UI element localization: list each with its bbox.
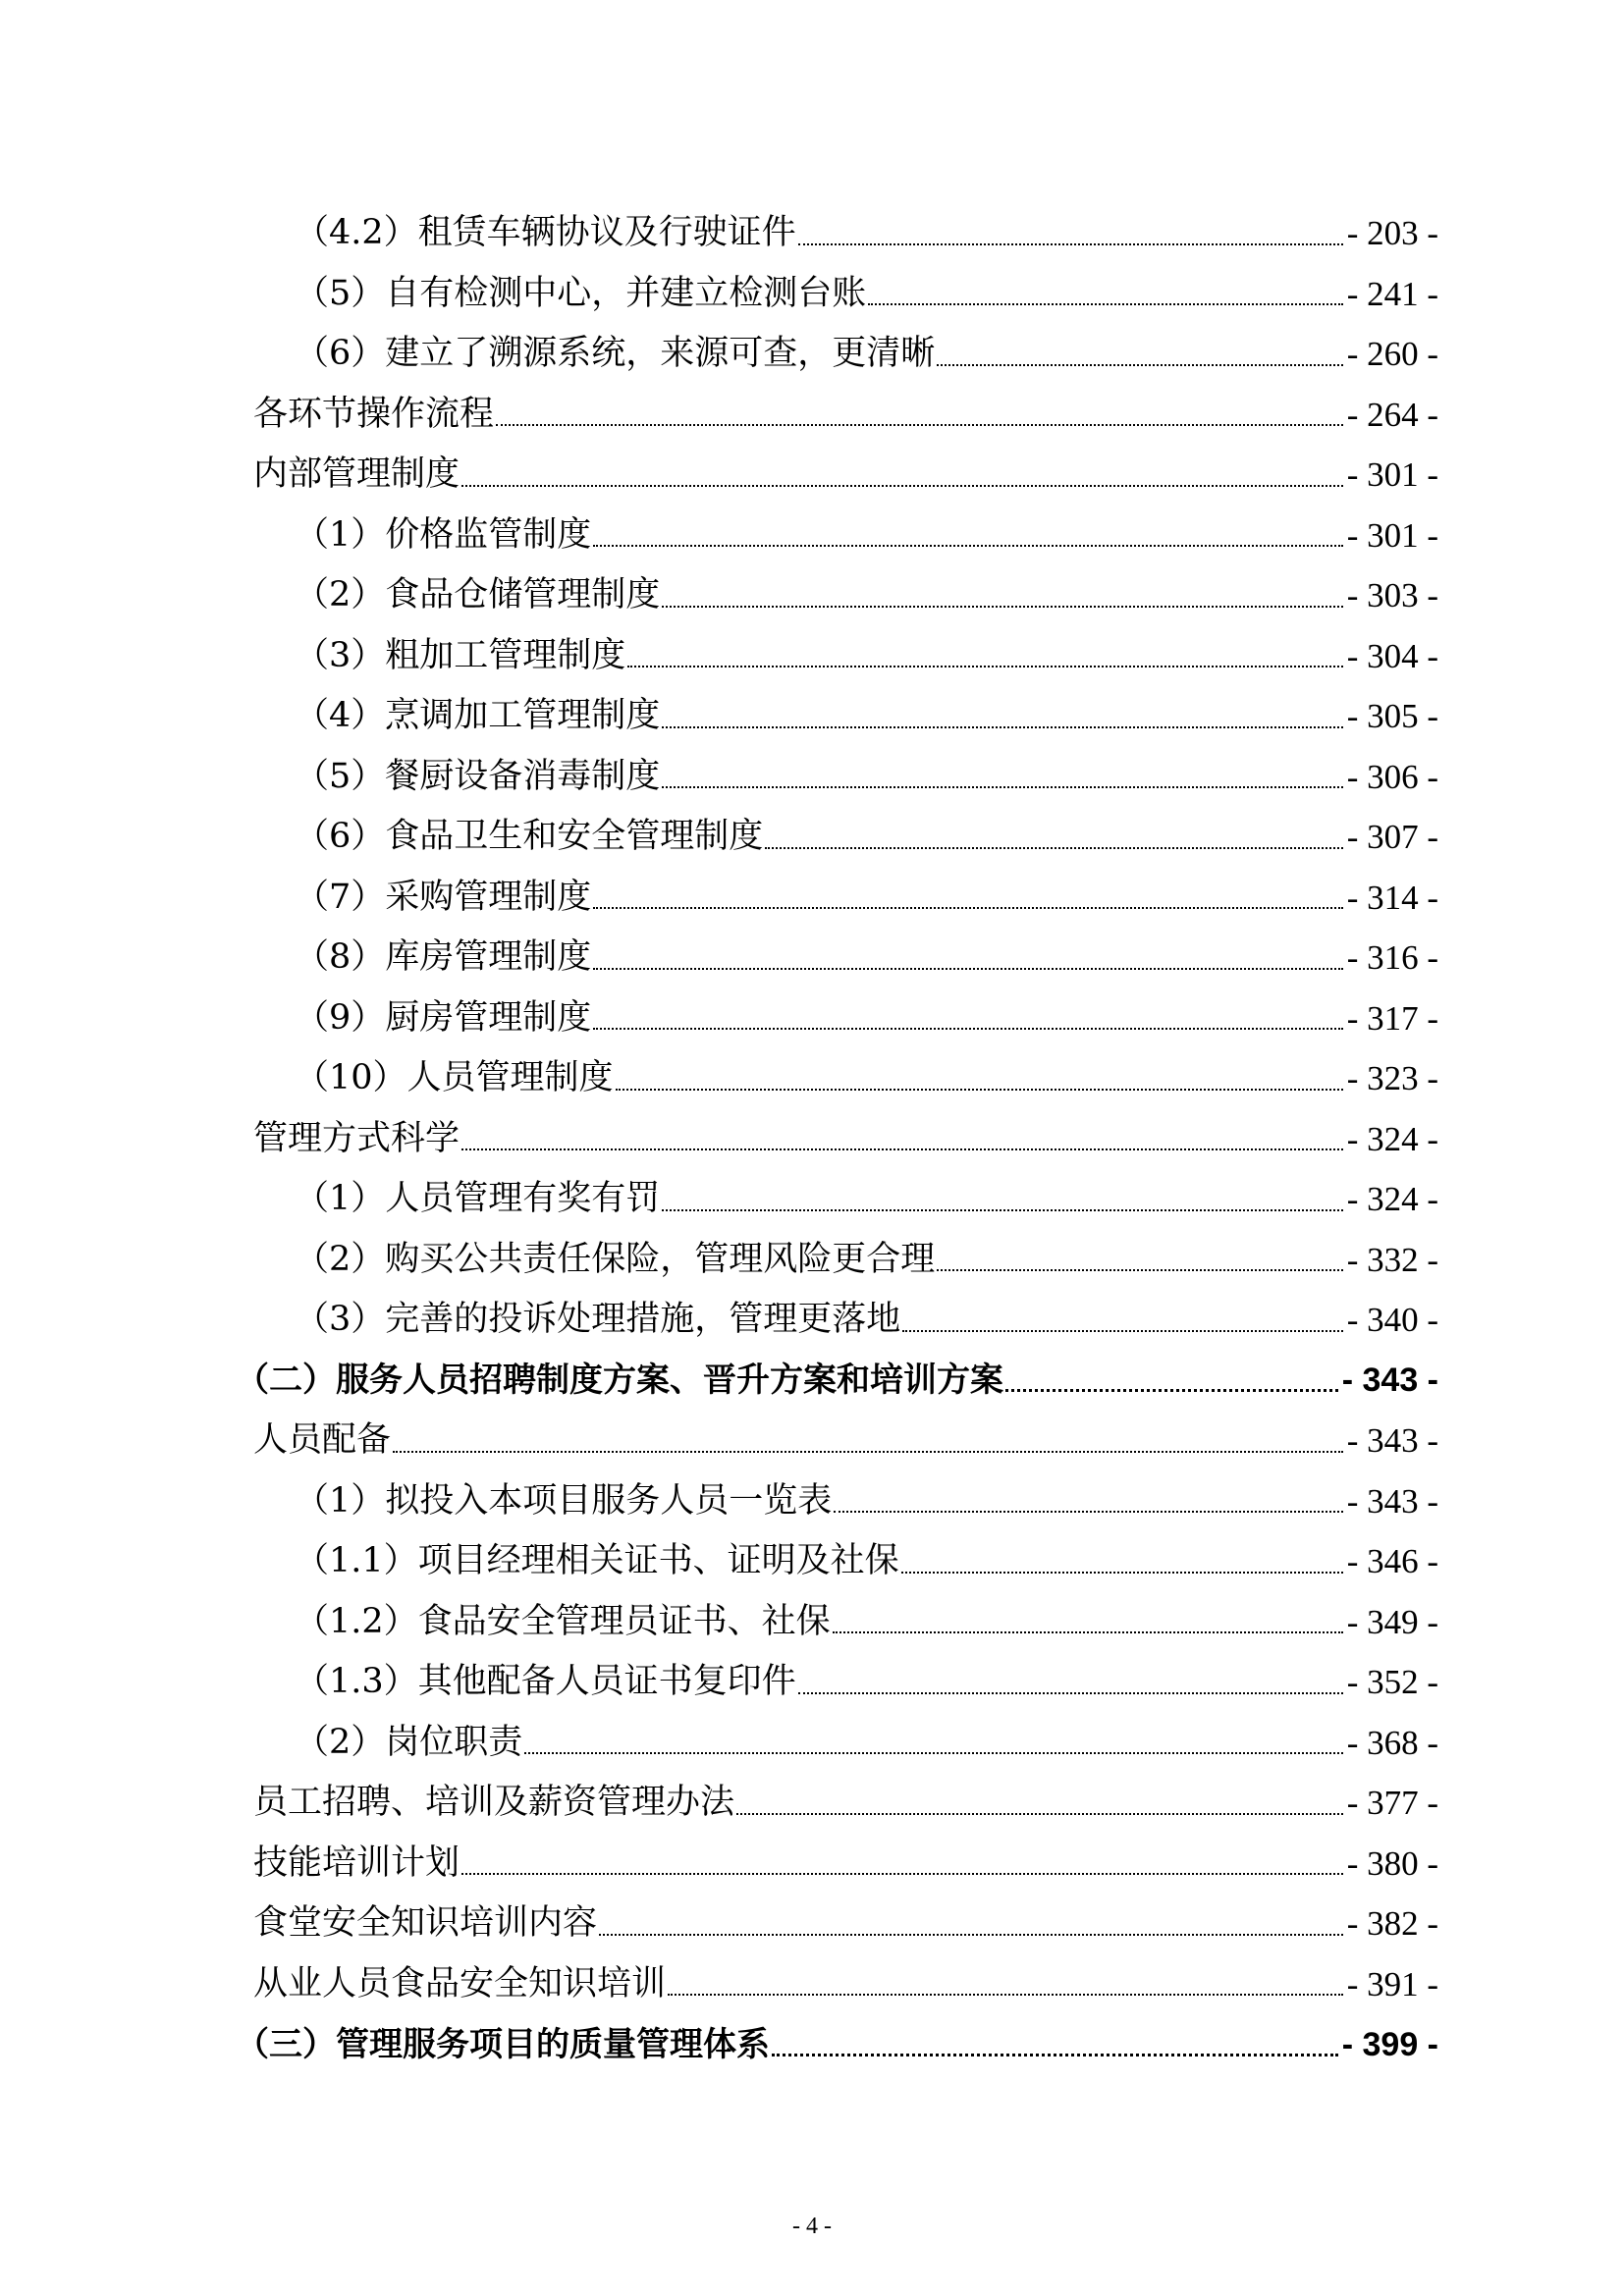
toc-dot-leader [937, 340, 1342, 369]
toc-entry-page-number: - 324 - [1346, 1119, 1438, 1158]
toc-entry[interactable] [295, 506, 1438, 566]
toc-entry-page-number: - 304 - [1346, 636, 1438, 675]
toc-dot-leader [461, 460, 1343, 490]
toc-entry[interactable] [295, 1290, 1438, 1351]
toc-dot-leader [668, 1969, 1343, 1999]
toc-entry-title: 从业人员食品安全知识培训 [253, 1963, 667, 2003]
toc-entry-title: （1）价格监管制度 [295, 514, 592, 555]
toc-entry-title: 员工招聘、培训及薪资管理办法 [253, 1783, 735, 1823]
toc-dot-leader [461, 1848, 1343, 1878]
toc-entry[interactable] [295, 203, 1438, 264]
toc-dot-leader [662, 702, 1342, 731]
toc-entry[interactable] [295, 1652, 1438, 1713]
toc-entry-title: 各环节操作流程 [253, 394, 495, 434]
toc-entry-title: （1.3）其他配备人员证书复印件 [295, 1662, 796, 1702]
toc-entry-title: （5）餐厨设备消毒制度 [295, 756, 661, 796]
toc-dot-leader [496, 400, 1343, 429]
toc-entry-title: （2）岗位职责 [295, 1722, 523, 1762]
toc-entry-title: 技能培训计划 [253, 1842, 460, 1883]
toc-dot-leader [772, 2030, 1338, 2059]
toc-entry-page-number: - 377 - [1346, 1784, 1438, 1823]
toc-dot-leader [736, 1789, 1343, 1818]
toc-dot-leader [765, 823, 1342, 852]
toc-entry-page-number: - 368 - [1346, 1723, 1438, 1762]
toc-entry-title: （三）管理服务项目的质量管理体系 [236, 2024, 770, 2064]
toc-entry[interactable] [295, 264, 1438, 325]
toc-entry-title: （7）采购管理制度 [295, 877, 592, 917]
toc-entry[interactable] [295, 1048, 1438, 1109]
toc-entry-title: （2）购买公共责任保险，管理风险更合理 [295, 1239, 936, 1279]
toc-entry-page-number: - 305 - [1346, 697, 1438, 736]
toc-entry-title: （2）食品仓储管理制度 [295, 575, 661, 615]
toc-entry-page-number: - 399 - [1341, 2025, 1438, 2063]
toc-entry-title: 人员配备 [253, 1420, 392, 1461]
toc-entry-title: （10）人员管理制度 [295, 1058, 614, 1098]
table-of-contents [0, 203, 1624, 2075]
toc-dot-leader [662, 1185, 1342, 1214]
toc-entry-page-number: - 301 - [1346, 515, 1438, 555]
toc-entry-page-number: - 307 - [1346, 818, 1438, 857]
toc-entry-page-number: - 264 - [1346, 395, 1438, 434]
toc-entry[interactable] [295, 1471, 1438, 1532]
toc-entry-page-number: - 317 - [1346, 998, 1438, 1038]
toc-entry-page-number: - 343 - [1341, 1362, 1438, 1400]
toc-entry[interactable] [253, 1834, 1438, 1895]
toc-entry[interactable] [295, 1713, 1438, 1774]
toc-entry[interactable] [295, 747, 1438, 808]
toc-entry-page-number: - 241 - [1346, 274, 1438, 313]
toc-entry-page-number: - 301 - [1346, 455, 1438, 495]
toc-entry-page-number: - 316 - [1346, 938, 1438, 978]
toc-entry[interactable] [295, 565, 1438, 626]
toc-entry[interactable] [295, 626, 1438, 687]
page-number: - 4 - [792, 2214, 832, 2239]
toc-entry-title: 内部管理制度 [253, 454, 460, 495]
toc-entry[interactable] [253, 445, 1438, 506]
toc-entry[interactable] [295, 928, 1438, 988]
toc-entry-page-number: - 303 - [1346, 576, 1438, 615]
toc-entry[interactable] [236, 1351, 1438, 1412]
toc-entry[interactable] [295, 1169, 1438, 1230]
toc-entry-title: （6）食品卫生和安全管理制度 [295, 817, 764, 857]
toc-entry-page-number: - 323 - [1346, 1059, 1438, 1098]
toc-entry[interactable] [253, 1894, 1438, 1954]
toc-dot-leader [937, 1245, 1342, 1274]
toc-entry-page-number: - 343 - [1346, 1481, 1438, 1521]
toc-dot-leader [393, 1426, 1343, 1456]
toc-entry-page-number: - 260 - [1346, 335, 1438, 374]
toc-entry-title: （5）自有检测中心，并建立检测台账 [295, 273, 867, 313]
toc-dot-leader [798, 1668, 1343, 1697]
toc-entry[interactable] [295, 1592, 1438, 1653]
toc-entry-title: （6）建立了溯源系统，来源可查，更清晰 [295, 334, 936, 374]
toc-entry-title: （3）完善的投诉处理措施，管理更落地 [295, 1300, 901, 1340]
toc-entry-page-number: - 346 - [1346, 1542, 1438, 1581]
toc-entry-page-number: - 352 - [1346, 1663, 1438, 1702]
toc-dot-leader [868, 279, 1342, 308]
toc-dot-leader [901, 1547, 1343, 1576]
toc-entry[interactable] [253, 1411, 1438, 1471]
toc-dot-leader [834, 1486, 1342, 1516]
toc-entry-page-number: - 391 - [1346, 1964, 1438, 2003]
toc-entry-title: （3）粗加工管理制度 [295, 635, 626, 675]
toc-entry-title: （8）库房管理制度 [295, 937, 592, 978]
toc-entry-title: （1）人员管理有奖有罚 [295, 1179, 661, 1219]
toc-entry[interactable] [253, 1109, 1438, 1170]
toc-entry[interactable] [295, 324, 1438, 385]
toc-entry[interactable] [236, 2014, 1438, 2075]
toc-entry-page-number: - 332 - [1346, 1240, 1438, 1279]
toc-entry[interactable] [295, 1230, 1438, 1291]
toc-dot-leader [662, 762, 1342, 791]
toc-dot-leader [616, 1064, 1343, 1094]
toc-dot-leader [599, 1909, 1343, 1939]
toc-entry-title: （二）服务人员招聘制度方案、晋升方案和培训方案 [236, 1361, 1003, 1401]
toc-dot-leader [662, 581, 1342, 611]
toc-entry-page-number: - 324 - [1346, 1180, 1438, 1219]
toc-dot-leader [524, 1728, 1342, 1757]
toc-entry-page-number: - 306 - [1346, 757, 1438, 796]
toc-entry[interactable] [295, 988, 1438, 1049]
toc-entry[interactable] [253, 385, 1438, 446]
toc-entry-page-number: - 382 - [1346, 1904, 1438, 1944]
toc-dot-leader [902, 1306, 1342, 1335]
toc-entry-title: （4.2）租赁车辆协议及行驶证件 [295, 213, 796, 253]
toc-entry[interactable] [253, 1773, 1438, 1834]
toc-entry-page-number: - 343 - [1346, 1421, 1438, 1461]
toc-entry-title: （1）拟投入本项目服务人员一览表 [295, 1480, 833, 1521]
toc-entry[interactable] [295, 807, 1438, 868]
toc-entry-page-number: - 203 - [1346, 214, 1438, 253]
toc-entry-title: 食堂安全知识培训内容 [253, 1903, 598, 1944]
toc-dot-leader [798, 219, 1343, 248]
toc-dot-leader [593, 882, 1342, 912]
toc-entry[interactable] [295, 868, 1438, 929]
toc-entry[interactable] [295, 1531, 1438, 1592]
toc-dot-leader [833, 1607, 1343, 1636]
toc-entry-title: （1.1）项目经理相关证书、证明及社保 [295, 1541, 899, 1581]
toc-entry-title: （1.2）食品安全管理员证书、社保 [295, 1601, 831, 1641]
toc-dot-leader [593, 520, 1342, 550]
toc-entry[interactable] [295, 686, 1438, 747]
toc-entry-title: 管理方式科学 [253, 1118, 460, 1158]
toc-entry[interactable] [253, 1954, 1438, 2015]
toc-dot-leader [593, 1003, 1342, 1033]
toc-dot-leader [627, 641, 1342, 670]
toc-dot-leader [1005, 1365, 1338, 1395]
toc-entry-page-number: - 349 - [1346, 1602, 1438, 1641]
toc-entry-page-number: - 340 - [1346, 1301, 1438, 1340]
toc-dot-leader [461, 1124, 1343, 1153]
toc-entry-title: （9）厨房管理制度 [295, 997, 592, 1038]
toc-entry-page-number: - 380 - [1346, 1843, 1438, 1883]
toc-dot-leader [593, 943, 1342, 973]
toc-entry-page-number: - 314 - [1346, 878, 1438, 917]
toc-entry-title: （4）烹调加工管理制度 [295, 696, 661, 736]
